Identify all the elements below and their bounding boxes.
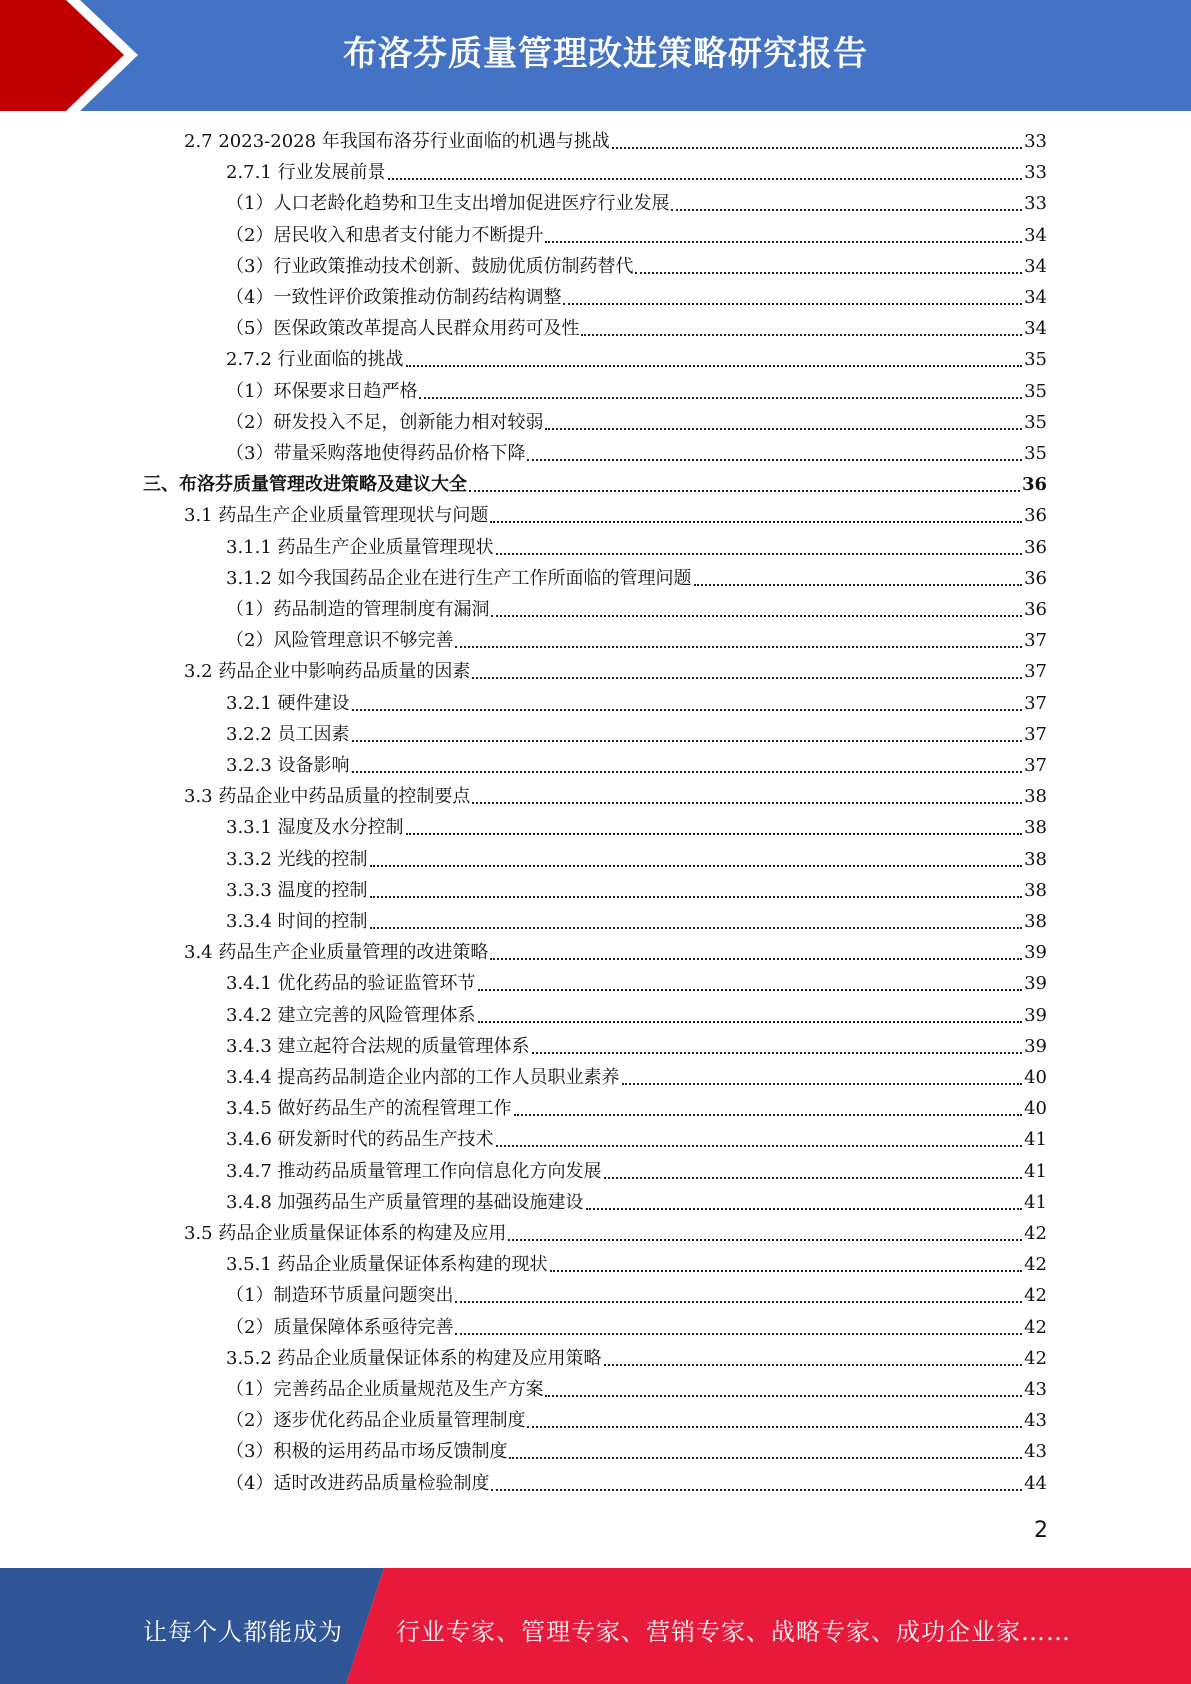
toc-leader-dots bbox=[419, 397, 1022, 399]
toc-entry[interactable] bbox=[184, 783, 1047, 811]
toc-entry[interactable] bbox=[226, 1064, 1047, 1092]
toc-entry[interactable] bbox=[226, 1251, 1047, 1279]
toc-leader-dots bbox=[514, 1114, 1023, 1116]
toc-entry-title: 3.5.1 药品企业质量保证体系构建的现状 bbox=[226, 1254, 548, 1276]
toc-entry[interactable] bbox=[184, 128, 1047, 156]
toc-entry-title: （1）制造环节质量问题突出 bbox=[226, 1285, 454, 1307]
toc-leader-dots bbox=[622, 1083, 1023, 1085]
toc-entry-title: 3.4.7 推动药品质量管理工作向信息化方向发展 bbox=[226, 1160, 602, 1182]
toc-entry-title: （2）质量保障体系亟待完善 bbox=[226, 1316, 454, 1338]
toc-entry-page: 35 bbox=[1024, 349, 1047, 371]
toc-leader-dots bbox=[694, 584, 1023, 586]
toc-entry-page: 44 bbox=[1024, 1472, 1047, 1494]
toc-leader-dots bbox=[581, 334, 1022, 336]
toc-entry[interactable] bbox=[226, 253, 1047, 281]
toc-entry[interactable] bbox=[226, 378, 1047, 406]
toc-leader-dots bbox=[406, 833, 1023, 835]
toc-leader-dots bbox=[478, 989, 1023, 991]
toc-entry-page: 35 bbox=[1024, 411, 1047, 433]
toc-entry-page: 38 bbox=[1024, 786, 1047, 808]
toc-entry[interactable] bbox=[226, 284, 1047, 312]
toc-entry-page: 39 bbox=[1024, 1035, 1047, 1057]
toc-leader-dots bbox=[478, 1021, 1023, 1023]
toc-leader-dots bbox=[370, 896, 1023, 898]
toc-entry-page: 42 bbox=[1024, 1347, 1047, 1369]
page-header bbox=[0, 0, 1191, 111]
toc-entry-page: 42 bbox=[1024, 1223, 1047, 1244]
toc-entry-title: 2.7.2 行业面临的挑战 bbox=[226, 349, 404, 371]
toc-entry-title: （3）带量采购落地使得药品价格下降 bbox=[226, 443, 526, 464]
toc-entry[interactable] bbox=[226, 721, 1047, 749]
toc-leader-dots bbox=[469, 490, 1020, 492]
toc-entry-page: 42 bbox=[1024, 1254, 1047, 1276]
toc-entry-page: 36 bbox=[1021, 474, 1047, 496]
toc-leader-dots bbox=[406, 365, 1023, 367]
toc-entry-title: 3.5.2 药品企业质量保证体系的构建及应用策略 bbox=[226, 1347, 602, 1369]
toc-entry-page: 36 bbox=[1024, 536, 1047, 558]
toc-entry-page: 39 bbox=[1024, 1004, 1047, 1026]
toc-entry-title: 3.2.3 设备影响 bbox=[226, 755, 350, 776]
toc-leader-dots bbox=[472, 802, 1022, 804]
toc-entry[interactable] bbox=[226, 1282, 1047, 1310]
toc-entry-title: （4）适时改进药品质量检验制度 bbox=[226, 1472, 490, 1494]
toc-entry[interactable] bbox=[226, 1189, 1047, 1217]
toc-entry-page: 43 bbox=[1024, 1410, 1047, 1432]
toc-entry-title: 3.1.1 药品生产企业质量管理现状 bbox=[226, 536, 494, 558]
toc-entry[interactable] bbox=[184, 1220, 1047, 1248]
toc-entry-title: （1）人口老龄化趋势和卫生支出增加促进医疗行业发展 bbox=[226, 193, 670, 215]
toc-entry-title: 3.4.5 做好药品生产的流程管理工作 bbox=[226, 1098, 512, 1120]
toc-entry-title: （3）积极的运用药品市场反馈制度 bbox=[226, 1441, 508, 1463]
toc-entry-title: （2）居民收入和患者支付能力不断提升 bbox=[226, 224, 544, 246]
toc-entry[interactable] bbox=[226, 534, 1047, 562]
toc-entry[interactable] bbox=[226, 1407, 1047, 1435]
toc-entry[interactable] bbox=[226, 970, 1047, 998]
toc-entry-page: 35 bbox=[1024, 380, 1047, 402]
toc-entry[interactable] bbox=[226, 346, 1047, 374]
toc-entry-title: 三、布洛芬质量管理改进策略及建议大全 bbox=[143, 474, 467, 496]
toc-leader-dots bbox=[491, 615, 1022, 617]
toc-entry[interactable] bbox=[226, 752, 1047, 780]
toc-entry-page: 38 bbox=[1024, 879, 1047, 901]
toc-entry-title: （2）风险管理意识不够完善 bbox=[226, 630, 454, 652]
toc-entry[interactable] bbox=[226, 690, 1047, 718]
toc-leader-dots bbox=[612, 147, 1022, 149]
toc-leader-dots bbox=[550, 1270, 1023, 1272]
toc-leader-dots bbox=[545, 241, 1022, 243]
toc-entry[interactable] bbox=[226, 814, 1047, 842]
page-number: 2 bbox=[1034, 1518, 1048, 1543]
toc-leader-dots bbox=[532, 1052, 1023, 1054]
toc-entry[interactable] bbox=[226, 409, 1047, 437]
toc-leader-dots bbox=[509, 1457, 1022, 1459]
toc-entry[interactable] bbox=[226, 596, 1047, 624]
toc-entry-title: 2.7.1 行业发展前景 bbox=[226, 162, 386, 184]
footer-slogan-right: 行业专家、管理专家、营销专家、战略专家、成功企业家…… bbox=[396, 1618, 1071, 1646]
toc-entry[interactable] bbox=[226, 222, 1047, 250]
toc-entry-title: （2）研发投入不足，创新能力相对较弱 bbox=[226, 411, 544, 433]
toc-entry-title: （1）药品制造的管理制度有漏洞 bbox=[226, 599, 490, 620]
toc-entry-page: 34 bbox=[1024, 318, 1047, 340]
toc-entry[interactable] bbox=[226, 159, 1047, 187]
toc-leader-dots bbox=[563, 303, 1022, 305]
toc-entry-page: 38 bbox=[1024, 848, 1047, 870]
toc-entry-title: 3.4.1 优化药品的验证监管环节 bbox=[226, 973, 476, 995]
toc-leader-dots bbox=[496, 1145, 1023, 1147]
toc-entry-title: 3.3.2 光线的控制 bbox=[226, 848, 368, 870]
toc-entry[interactable] bbox=[184, 658, 1047, 686]
toc-entry-page: 38 bbox=[1024, 817, 1047, 839]
toc-leader-dots bbox=[370, 927, 1023, 929]
toc-entry-page: 40 bbox=[1024, 1067, 1047, 1088]
toc-entry-page: 33 bbox=[1024, 193, 1047, 215]
toc-entry[interactable] bbox=[226, 1345, 1047, 1373]
toc-entry-title: 3.2.2 员工因素 bbox=[226, 723, 350, 745]
toc-entry-page: 34 bbox=[1024, 287, 1047, 308]
toc-entry-page: 37 bbox=[1024, 630, 1047, 652]
toc-entry[interactable] bbox=[226, 1314, 1047, 1342]
toc-leader-dots bbox=[604, 1177, 1023, 1179]
toc-entry-title: 3.1.2 如今我国药品企业在进行生产工作所面临的管理问题 bbox=[226, 567, 692, 589]
toc-leader-dots bbox=[635, 272, 1022, 274]
toc-entry-page: 42 bbox=[1024, 1285, 1047, 1307]
toc-entry-page: 43 bbox=[1024, 1441, 1047, 1463]
toc-entry-page: 41 bbox=[1024, 1160, 1047, 1182]
toc-leader-dots bbox=[508, 1239, 1022, 1241]
toc-leader-dots bbox=[604, 1364, 1023, 1366]
toc-entry-page: 36 bbox=[1024, 567, 1047, 589]
toc-entry-title: 3.3.1 湿度及水分控制 bbox=[226, 817, 404, 839]
page-footer bbox=[0, 1568, 1191, 1684]
toc-leader-dots bbox=[671, 209, 1022, 211]
footer-slogan-left: 让每个人都能成为 bbox=[143, 1618, 343, 1646]
toc-entry-title: （3）行业政策推动技术创新、鼓励优质仿制药替代 bbox=[226, 255, 634, 277]
toc-entry-page: 37 bbox=[1024, 755, 1047, 776]
toc-entry-title: （5）医保政策改革提高人民群众用药可及性 bbox=[226, 318, 580, 340]
toc-entry[interactable] bbox=[226, 1002, 1047, 1030]
toc-entry[interactable] bbox=[226, 846, 1047, 874]
toc-entry[interactable] bbox=[226, 315, 1047, 343]
toc-entry[interactable] bbox=[226, 1470, 1047, 1498]
toc-leader-dots bbox=[388, 178, 1023, 180]
toc-entry-title: 3.3 药品企业中药品质量的控制要点 bbox=[184, 786, 471, 808]
toc-entry[interactable] bbox=[226, 1033, 1047, 1061]
toc-entry[interactable] bbox=[184, 502, 1047, 530]
toc-entry-title: 3.5 药品企业质量保证体系的构建及应用 bbox=[184, 1223, 507, 1244]
toc-entry-title: 3.4.4 提高药品制造企业内部的工作人员职业素养 bbox=[226, 1067, 620, 1088]
toc-entry-title: 3.4.2 建立完善的风险管理体系 bbox=[226, 1004, 476, 1026]
toc-entry-page: 36 bbox=[1024, 599, 1047, 620]
toc-entry-page: 35 bbox=[1024, 443, 1047, 464]
toc-entry[interactable] bbox=[226, 1438, 1047, 1466]
toc-leader-dots bbox=[490, 958, 1022, 960]
toc-entry-page: 37 bbox=[1024, 692, 1047, 714]
toc-leader-dots bbox=[352, 771, 1023, 773]
toc-leader-dots bbox=[455, 1333, 1022, 1335]
toc-entry[interactable] bbox=[184, 939, 1047, 967]
toc-entry-page: 41 bbox=[1024, 1129, 1047, 1151]
toc-leader-dots bbox=[545, 428, 1022, 430]
toc-entry-page: 43 bbox=[1024, 1379, 1047, 1400]
toc-leader-dots bbox=[586, 1208, 1023, 1210]
toc-entry-title: （1）环保要求日趋严格 bbox=[226, 380, 418, 402]
toc-leader-dots bbox=[491, 1489, 1022, 1491]
toc-leader-dots bbox=[527, 1426, 1022, 1428]
toc-leader-dots bbox=[527, 459, 1022, 461]
toc-entry-title: （1）完善药品企业质量规范及生产方案 bbox=[226, 1379, 544, 1400]
toc-entry-title: 3.3.4 时间的控制 bbox=[226, 911, 368, 932]
toc-entry-title: 3.2 药品企业中影响药品质量的因素 bbox=[184, 661, 471, 683]
toc-leader-dots bbox=[545, 1395, 1022, 1397]
toc-entry[interactable] bbox=[226, 1158, 1047, 1186]
toc-entry-page: 40 bbox=[1024, 1098, 1047, 1120]
toc-entry-page: 36 bbox=[1024, 505, 1047, 527]
toc-entry-title: 3.4.8 加强药品生产质量管理的基础设施建设 bbox=[226, 1191, 584, 1213]
toc-leader-dots bbox=[352, 709, 1023, 711]
toc-entry-page: 38 bbox=[1024, 911, 1047, 932]
toc-entry[interactable] bbox=[226, 877, 1047, 905]
toc-leader-dots bbox=[455, 646, 1022, 648]
toc-entry-title: 2.7 2023-2028 年我国布洛芬行业面临的机遇与挑战 bbox=[184, 131, 610, 152]
toc-leader-dots bbox=[472, 677, 1022, 679]
toc-entry[interactable] bbox=[226, 908, 1047, 936]
toc-entry-page: 37 bbox=[1024, 661, 1047, 683]
toc-entry-page: 39 bbox=[1024, 973, 1047, 995]
toc-entry[interactable] bbox=[226, 440, 1047, 468]
toc-leader-dots bbox=[490, 521, 1022, 523]
toc-entry-page: 41 bbox=[1024, 1191, 1047, 1213]
toc-entry-title: 3.4.3 建立起符合法规的质量管理体系 bbox=[226, 1035, 530, 1057]
toc-leader-dots bbox=[352, 740, 1023, 742]
toc-entry[interactable] bbox=[226, 565, 1047, 593]
toc-entry-page: 39 bbox=[1024, 942, 1047, 964]
toc-entry-page: 33 bbox=[1024, 131, 1047, 152]
toc-entry-page: 34 bbox=[1024, 255, 1047, 277]
report-title: 布洛芬质量管理改进策略研究报告 bbox=[343, 34, 868, 74]
toc-entry[interactable] bbox=[143, 471, 1047, 499]
toc-entry-page: 37 bbox=[1024, 723, 1047, 745]
toc-entry-title: 3.3.3 温度的控制 bbox=[226, 879, 368, 901]
toc-leader-dots bbox=[455, 1301, 1022, 1303]
toc-entry-title: 3.2.1 硬件建设 bbox=[226, 692, 350, 714]
toc-entry[interactable] bbox=[226, 190, 1047, 218]
toc-entry-page: 33 bbox=[1024, 162, 1047, 184]
toc-leader-dots bbox=[370, 865, 1023, 867]
toc-entry[interactable] bbox=[226, 1095, 1047, 1123]
toc-leader-dots bbox=[496, 553, 1023, 555]
toc-entry-title: 3.1 药品生产企业质量管理现状与问题 bbox=[184, 505, 489, 527]
toc-entry-title: （4）一致性评价政策推动仿制药结构调整 bbox=[226, 287, 562, 308]
toc-entry[interactable] bbox=[226, 1126, 1047, 1154]
toc-entry-page: 34 bbox=[1024, 224, 1047, 246]
toc-entry-title: 3.4.6 研发新时代的药品生产技术 bbox=[226, 1129, 494, 1151]
toc-entry[interactable] bbox=[226, 627, 1047, 655]
toc-entry-title: 3.4 药品生产企业质量管理的改进策略 bbox=[184, 942, 489, 964]
toc-entry[interactable] bbox=[226, 1376, 1047, 1404]
toc-entry-title: （2）逐步优化药品企业质量管理制度 bbox=[226, 1410, 526, 1432]
toc-entry-page: 42 bbox=[1024, 1316, 1047, 1338]
